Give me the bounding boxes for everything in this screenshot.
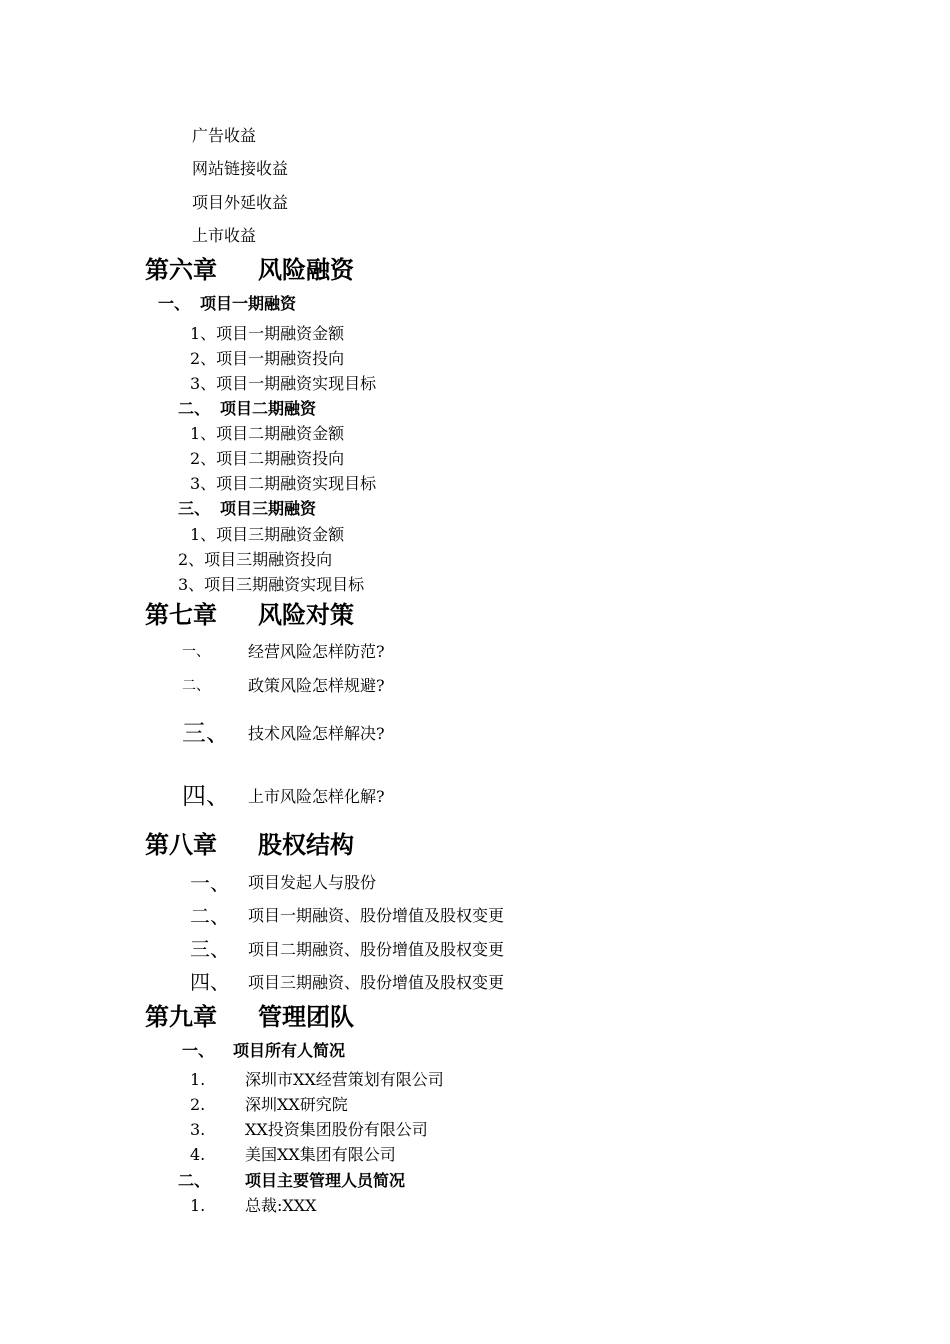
ch6-s3-number: 三、 (178, 499, 211, 518)
chapter-8-number: 第八章 (145, 831, 217, 859)
ch8-item-number: 三、 (190, 937, 230, 961)
ch8-item-number: 一、 (190, 871, 230, 895)
ch7-item-number: 一、 (182, 644, 210, 660)
ch6-s1-item: 3、项目一期融资实现目标 (190, 374, 377, 393)
ch8-item-number: 二、 (190, 904, 230, 928)
ch9-s1-item-text: 深圳XX研究院 (245, 1095, 348, 1114)
chapter-9-title: 管理团队 (258, 1003, 354, 1031)
ch6-s3-item: 3、项目三期融资实现目标 (178, 575, 365, 594)
ch6-s3-title: 项目三期融资 (220, 499, 317, 518)
ch7-item-number: 二、 (182, 678, 210, 694)
chapter-7-title: 风险对策 (258, 601, 354, 629)
ch8-item-text: 项目发起人与股份 (248, 873, 377, 892)
ch7-item-text: 技术风险怎样解决? (248, 724, 385, 743)
ch7-item-text: 上市风险怎样化解? (248, 787, 385, 806)
ch8-item-number: 四、 (190, 970, 230, 994)
ch9-s1-item-number: 4. (190, 1145, 206, 1164)
ch9-s2-item-text: 总裁:XXX (245, 1196, 317, 1215)
ch6-s1-item: 2、项目一期融资投向 (190, 349, 345, 368)
ch7-item-number: 三、 (182, 719, 230, 747)
ch7-item-text: 政策风险怎样规避? (248, 676, 385, 695)
ch8-item-text: 项目一期融资、股份增值及股权变更 (248, 906, 505, 925)
ch6-s1-number: 一、 (158, 294, 191, 313)
ch6-s2-item: 2、项目二期融资投向 (190, 449, 345, 468)
ch9-s1-title: 项目所有人简况 (233, 1041, 346, 1060)
ch6-s2-item: 3、项目二期融资实现目标 (190, 474, 377, 493)
ch9-s2-title: 项目主要管理人员简况 (245, 1171, 406, 1190)
ch9-s1-number: 一、 (182, 1041, 215, 1060)
ch5-item: 广告收益 (192, 126, 257, 145)
ch9-s1-item-number: 2. (190, 1095, 206, 1114)
ch6-s3-item: 2、项目三期融资投向 (178, 550, 333, 569)
ch9-s1-item-text: 深圳市XX经营策划有限公司 (245, 1070, 444, 1089)
ch8-item-text: 项目三期融资、股份增值及股权变更 (248, 973, 505, 992)
ch8-item-text: 项目二期融资、股份增值及股权变更 (248, 940, 505, 959)
ch6-s2-item: 1、项目二期融资金额 (190, 424, 345, 443)
ch6-s2-number: 二、 (178, 399, 211, 418)
chapter-7-number: 第七章 (145, 601, 217, 629)
ch9-s2-item-number: 1. (190, 1196, 206, 1215)
ch5-item: 上市收益 (192, 226, 257, 245)
ch5-item: 网站链接收益 (192, 159, 289, 178)
ch6-s1-item: 1、项目一期融资金额 (190, 324, 345, 343)
chapter-9-number: 第九章 (145, 1003, 217, 1031)
chapter-6-number: 第六章 (145, 256, 217, 284)
ch9-s1-item-text: XX投资集团股份有限公司 (245, 1120, 428, 1139)
ch6-s1-title: 项目一期融资 (200, 294, 297, 313)
chapter-8-title: 股权结构 (258, 831, 354, 859)
chapter-6-title: 风险融资 (258, 256, 354, 284)
ch7-item-text: 经营风险怎样防范? (248, 642, 385, 661)
ch9-s1-item-number: 3. (190, 1120, 206, 1139)
ch6-s2-title: 项目二期融资 (220, 399, 317, 418)
ch9-s1-item-number: 1. (190, 1070, 206, 1089)
ch9-s1-item-text: 美国XX集团有限公司 (245, 1145, 396, 1164)
ch6-s3-item: 1、项目三期融资金额 (190, 525, 345, 544)
ch7-item-number: 四、 (182, 782, 230, 810)
ch9-s2-number: 二、 (178, 1171, 211, 1190)
ch5-item: 项目外延收益 (192, 193, 289, 212)
